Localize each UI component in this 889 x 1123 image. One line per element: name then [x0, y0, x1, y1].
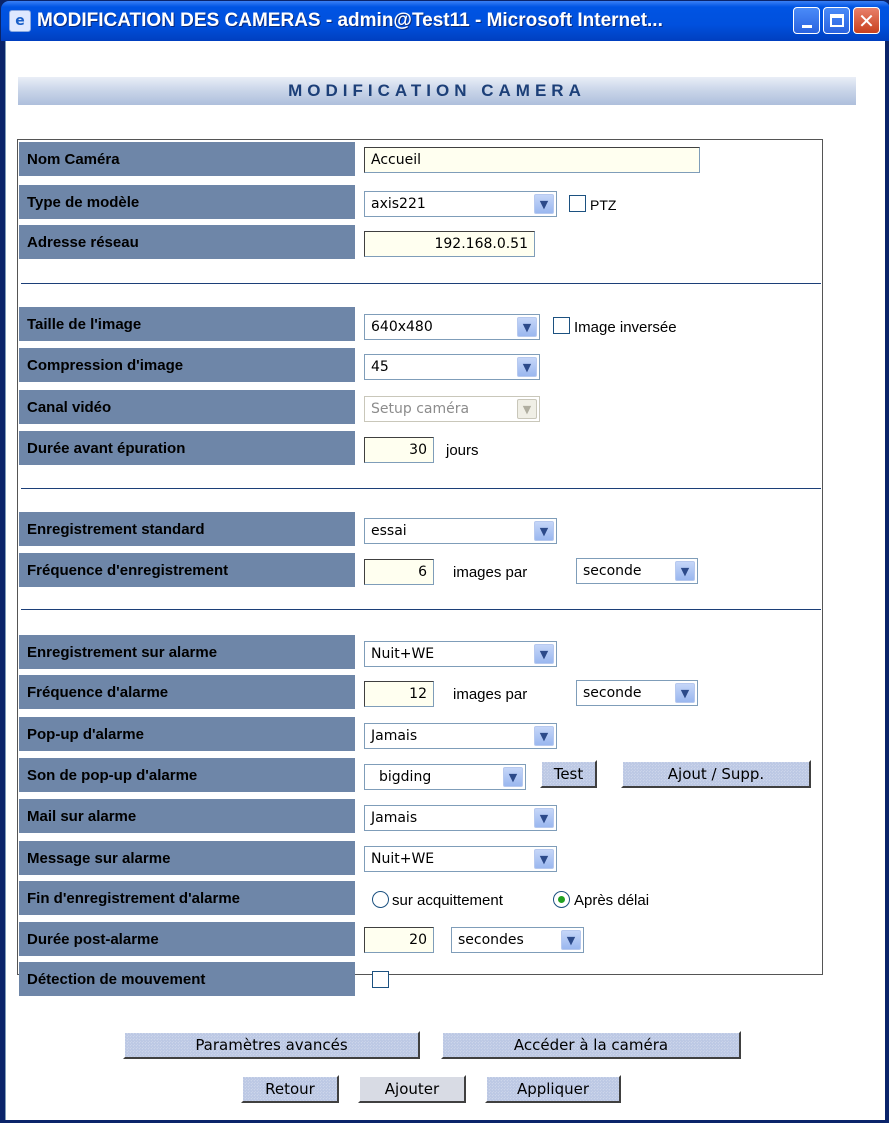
detection-mouvement-checkbox[interactable]	[372, 971, 389, 988]
label-nom-camera: Nom Caméra	[19, 142, 355, 176]
maximize-icon	[830, 14, 844, 27]
son-popup-value: bigding	[379, 769, 432, 785]
acceder-camera-button[interactable]: Accéder à la caméra	[441, 1031, 741, 1059]
test-sound-button[interactable]: Test	[540, 760, 597, 788]
label-mail-alarme: Mail sur alarme	[19, 799, 355, 833]
label-duree-epuration: Durée avant épuration	[19, 431, 355, 465]
image-inversee-label: Image inversée	[574, 319, 677, 336]
title-bar[interactable]	[1, 1, 889, 41]
canal-video-value: Setup caméra	[371, 401, 470, 417]
label-enreg-alarme: Enregistrement sur alarme	[19, 635, 355, 669]
enreg-alarme-select[interactable]	[364, 641, 557, 667]
chevron-down-icon: ▼	[517, 399, 537, 419]
ptz-label: PTZ	[590, 197, 617, 213]
page-title: MODIFICATION CAMERA	[288, 81, 586, 100]
appliquer-button[interactable]: Appliquer	[485, 1075, 621, 1103]
freq-enreg-input[interactable]: 6	[364, 559, 434, 585]
type-modele-value: axis221	[371, 196, 426, 212]
ajout-supp-button[interactable]: Ajout / Supp.	[621, 760, 811, 788]
enreg-standard-value: essai	[371, 523, 407, 539]
freq-alarme-input[interactable]: 12	[364, 681, 434, 707]
freq-enreg-period-value: seconde	[583, 563, 642, 579]
label-enreg-standard: Enregistrement standard	[19, 512, 355, 546]
popup-alarme-select[interactable]	[364, 723, 557, 749]
chevron-down-icon: ▼	[675, 561, 695, 581]
chevron-down-icon: ▼	[517, 357, 537, 377]
minimize-button[interactable]	[793, 7, 820, 34]
enreg-alarme-value: Nuit+WE	[371, 646, 435, 662]
chevron-down-icon: ▼	[517, 317, 537, 337]
label-compression: Compression d'image	[19, 348, 355, 382]
radio-apres-delai-label: Après délai	[574, 892, 650, 909]
label-duree-post: Durée post-alarme	[19, 922, 355, 956]
close-icon: ✕	[858, 8, 875, 33]
son-popup-select[interactable]	[364, 764, 526, 790]
duree-epuration-input[interactable]: 30	[364, 437, 434, 463]
freq-enreg-unit: images par	[453, 564, 528, 581]
chevron-down-icon: ▼	[534, 644, 554, 664]
chevron-down-icon: ▼	[534, 808, 554, 828]
label-freq-enreg: Fréquence d'enregistrement	[19, 553, 355, 587]
chevron-down-icon: ▼	[561, 930, 581, 950]
chevron-down-icon: ▼	[503, 767, 523, 787]
ptz-checkbox[interactable]	[569, 195, 586, 212]
section-divider	[21, 609, 821, 610]
canal-video-select	[364, 396, 540, 422]
freq-alarme-period-select[interactable]	[576, 680, 698, 706]
popup-alarme-value: Jamais	[371, 728, 418, 744]
freq-enreg-period-select[interactable]	[576, 558, 698, 584]
label-son-popup: Son de pop-up d'alarme	[19, 758, 355, 792]
adresse-reseau-input[interactable]: 192.168.0.51	[364, 231, 535, 257]
mail-alarme-select[interactable]	[364, 805, 557, 831]
duree-epuration-unit: jours	[446, 442, 479, 459]
section-divider	[21, 488, 821, 489]
window-title: MODIFICATION DES CAMERAS - admin@Test11 - Microsoft Internet...	[37, 10, 663, 31]
page-header	[18, 77, 856, 105]
radio-sur-acquittement-label: sur acquittement	[392, 892, 503, 909]
ie-page-icon: e	[9, 10, 31, 32]
label-taille-image: Taille de l'image	[19, 307, 355, 341]
section-divider	[21, 283, 821, 284]
type-modele-select[interactable]	[364, 191, 557, 217]
close-button[interactable]	[853, 7, 880, 34]
chevron-down-icon: ▼	[534, 849, 554, 869]
duree-post-input[interactable]: 20	[364, 927, 434, 953]
duree-post-period-value: secondes	[458, 932, 524, 948]
chevron-down-icon: ▼	[534, 194, 554, 214]
image-inversee-checkbox[interactable]	[553, 317, 570, 334]
chevron-down-icon: ▼	[675, 683, 695, 703]
label-fin-enreg: Fin d'enregistrement d'alarme	[19, 881, 355, 915]
radio-sur-acquittement[interactable]	[372, 891, 389, 908]
mail-alarme-value: Jamais	[371, 810, 418, 826]
label-canal-video: Canal vidéo	[19, 390, 355, 424]
taille-image-value: 640x480	[371, 319, 433, 335]
nom-camera-input[interactable]: Accueil	[364, 147, 700, 173]
freq-alarme-unit: images par	[453, 686, 528, 703]
label-detection: Détection de mouvement	[19, 962, 355, 996]
chevron-down-icon: ▼	[534, 521, 554, 541]
chevron-down-icon: ▼	[534, 726, 554, 746]
radio-apres-delai[interactable]	[553, 891, 570, 908]
label-popup-alarme: Pop-up d'alarme	[19, 717, 355, 751]
label-freq-alarme: Fréquence d'alarme	[19, 675, 355, 709]
message-alarme-select[interactable]	[364, 846, 557, 872]
duree-post-period-select[interactable]	[451, 927, 584, 953]
message-alarme-value: Nuit+WE	[371, 851, 435, 867]
ajouter-button[interactable]: Ajouter	[358, 1075, 466, 1103]
retour-button[interactable]: Retour	[241, 1075, 339, 1103]
label-adresse-reseau: Adresse réseau	[19, 225, 355, 259]
parametres-avances-button[interactable]: Paramètres avancés	[123, 1031, 420, 1059]
maximize-button[interactable]	[823, 7, 850, 34]
taille-image-select[interactable]	[364, 314, 540, 340]
label-type-modele: Type de modèle	[19, 185, 355, 219]
enreg-standard-select[interactable]	[364, 518, 557, 544]
minimize-icon	[802, 25, 812, 28]
compression-value: 45	[371, 359, 389, 375]
label-message-alarme: Message sur alarme	[19, 841, 355, 875]
freq-alarme-period-value: seconde	[583, 685, 642, 701]
compression-select[interactable]	[364, 354, 540, 380]
